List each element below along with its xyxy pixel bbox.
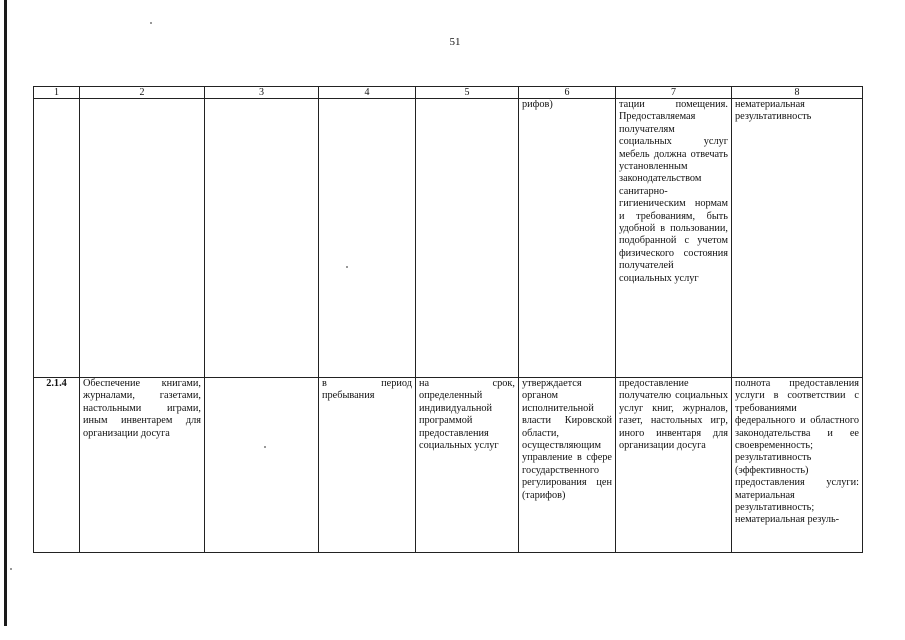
col-header: 5 bbox=[416, 87, 519, 99]
col-header: 7 bbox=[616, 87, 732, 99]
cell-service-name bbox=[80, 99, 205, 378]
cell-volume bbox=[205, 378, 319, 553]
left-margin-line bbox=[4, 0, 7, 626]
col-header: 8 bbox=[732, 87, 863, 99]
col-header: 3 bbox=[205, 87, 319, 99]
col-header: 6 bbox=[519, 87, 616, 99]
header-row bbox=[34, 87, 863, 99]
cell-term bbox=[416, 99, 519, 378]
scan-speck bbox=[10, 568, 12, 570]
table-row-2-1-4 bbox=[34, 378, 863, 553]
page-number: 51 bbox=[449, 36, 461, 48]
col-header: 1 bbox=[34, 87, 80, 99]
cell-service-name: Обеспечение книгами, журналами, газетами, настольными играми, иным инвентарем для организации досуга bbox=[80, 378, 205, 553]
cell-volume bbox=[205, 99, 319, 378]
cell-quality: нематериальная результативность bbox=[732, 99, 863, 378]
col-header: 2 bbox=[80, 87, 205, 99]
cell-tariff: рифов) bbox=[519, 99, 616, 378]
scan-speck bbox=[264, 446, 266, 448]
cell-number: 2.1.4 bbox=[34, 378, 80, 553]
cell-conditions: предоставление получателю социальных услуг книг, журналов, газет, настольных игр, иного инвентаря для организации досуга bbox=[616, 378, 732, 553]
cell-conditions: тации помещения. Предоставляемая получателям социальных услуг мебель должна отвечать установленным законодательством санитарно-гигиеническим нормам и требованиям, быть удобной в пользовании, подобранной с учетом физического состояния получателей социальных услуг bbox=[616, 99, 732, 378]
cell-tariff: утверждается органом исполнительной власти Кировской области, осуществляющим управление в сфере государственного регулирования цен (тарифов) bbox=[519, 378, 616, 553]
scan-speck bbox=[346, 266, 348, 268]
cell-term: на срок, определенный индивидуальной программой предоставления социальных услуг bbox=[416, 378, 519, 553]
cell-period: в период пребывания bbox=[319, 378, 416, 553]
scan-speck bbox=[150, 22, 152, 24]
cell-number bbox=[34, 99, 80, 378]
services-table bbox=[33, 86, 863, 553]
cell-period bbox=[319, 99, 416, 378]
col-header: 4 bbox=[319, 87, 416, 99]
table-row-continued bbox=[34, 99, 863, 378]
cell-quality: полнота предоставления услуги в соответствии с требованиями федерального и областного законодательства и ее своевременность; результативность (эффективность) предоставления услуги: материальная результативность; нематериальная резуль- bbox=[732, 378, 863, 553]
